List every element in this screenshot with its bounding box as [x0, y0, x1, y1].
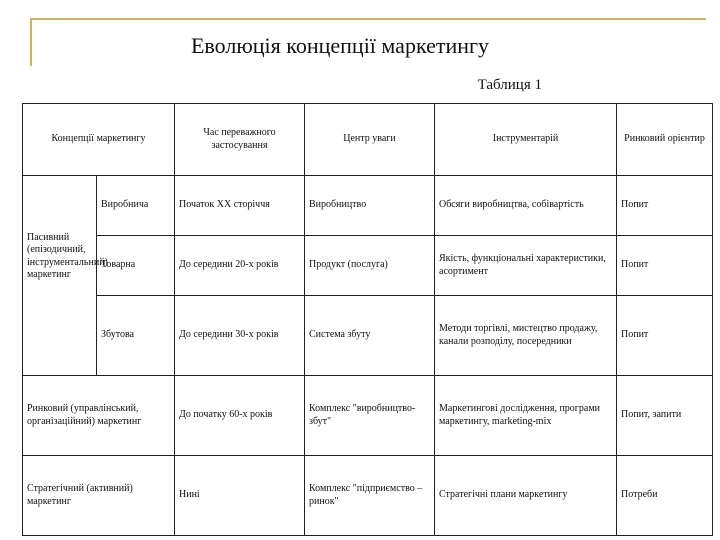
- focus-cell: Система збуту: [305, 296, 435, 376]
- period-cell: Нині: [175, 456, 305, 536]
- evolution-table: [22, 103, 713, 536]
- orientation-cell: Попит: [617, 296, 713, 376]
- period-cell: Початок XX сторіччя: [175, 176, 305, 236]
- table-row: [23, 376, 713, 456]
- header-tools: Інструментарій: [435, 104, 617, 176]
- focus-cell: Продукт (послуга): [305, 236, 435, 296]
- focus-cell: Комплекс "підприємство –ринок": [305, 456, 435, 536]
- header-orientation: Ринковий орієнтир: [617, 104, 713, 176]
- table-caption: Таблиця 1: [477, 77, 542, 93]
- header-row: [23, 104, 713, 176]
- header-period: Час переважного застосування: [175, 104, 305, 176]
- passive-group-cell: Пасивний (епізодичний, інструментальний) маркетинг: [23, 176, 97, 376]
- concept-cell: Ринковий (управлінський, організаційний) маркетинг: [23, 376, 175, 456]
- table-row: [23, 236, 713, 296]
- focus-cell: Комплекс "виробництво-збут": [305, 376, 435, 456]
- table-row: [23, 456, 713, 536]
- concept-cell: Стратегічний (активний) маркетинг: [23, 456, 175, 536]
- period-cell: До середини 20-х років: [175, 236, 305, 296]
- orientation-cell: Попит, запити: [617, 376, 713, 456]
- tools-cell: Якість, функціональні характеристики, асортимент: [435, 236, 617, 296]
- concept-cell: Виробнича: [97, 176, 175, 236]
- tools-cell: Маркетингові дослідження, програми маркетингу, marketing-mix: [435, 376, 617, 456]
- period-cell: До початку 60-х років: [175, 376, 305, 456]
- table-row: [23, 296, 713, 376]
- concept-cell: Збутова: [97, 296, 175, 376]
- orientation-cell: Потреби: [617, 456, 713, 536]
- tools-cell: Стратегічні плани маркетингу: [435, 456, 617, 536]
- orientation-cell: Попит: [617, 236, 713, 296]
- header-concept: Концепції маркетингу: [23, 104, 175, 176]
- table-row: [23, 176, 713, 236]
- concept-cell: Товарна: [97, 236, 175, 296]
- tools-cell: Обсяги виробництва, собівартість: [435, 176, 617, 236]
- tools-cell: Методи торгівлі, мистецтво продажу, канали розподілу, посередники: [435, 296, 617, 376]
- orientation-cell: Попит: [617, 176, 713, 236]
- frame-top-line: [30, 18, 706, 20]
- page-title: Еволюція концепції маркетингу: [190, 33, 490, 58]
- period-cell: До середини 30-х років: [175, 296, 305, 376]
- focus-cell: Виробництво: [305, 176, 435, 236]
- header-focus: Центр уваги: [305, 104, 435, 176]
